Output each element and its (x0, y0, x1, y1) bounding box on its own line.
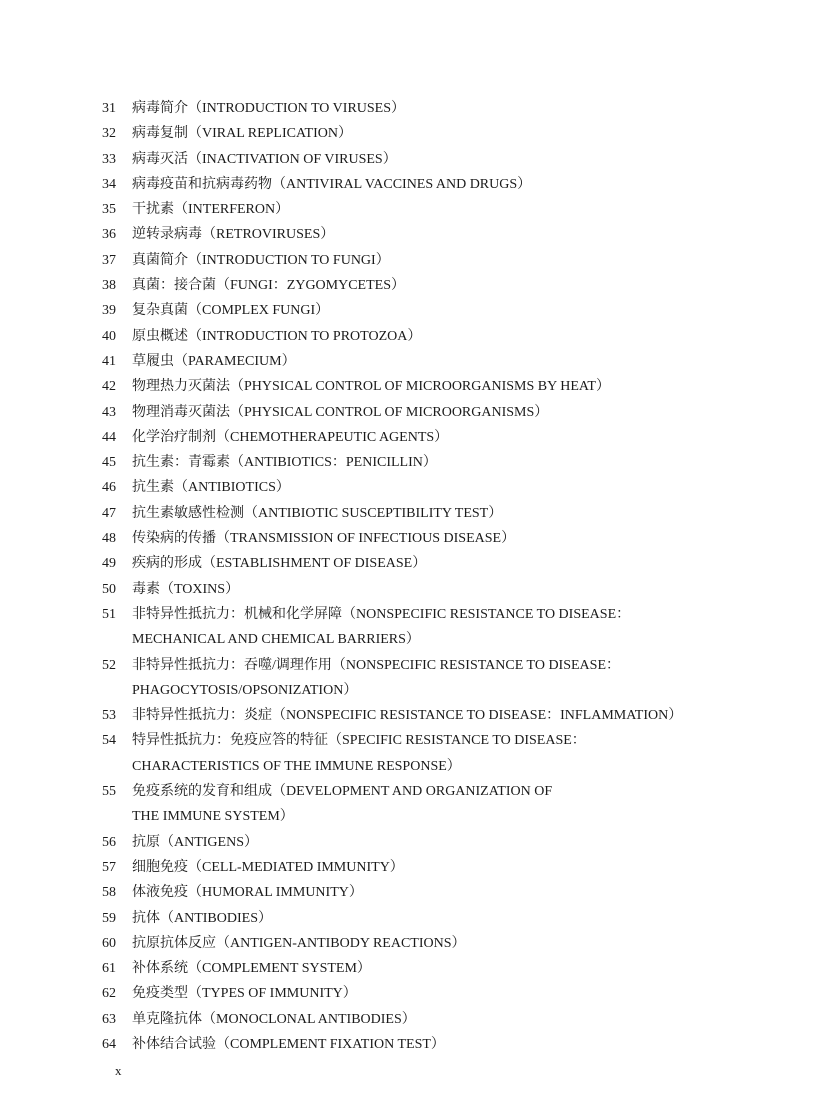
toc-entry-title: 疾病的形成（ESTABLISHMENT OF DISEASE） (132, 556, 427, 572)
toc-entry-number: 35 (102, 202, 116, 218)
toc-entry (102, 349, 802, 374)
toc-entry-title: 体液免疫（HUMORAL IMMUNITY） (132, 885, 363, 901)
toc-entry-title: 非特异性抵抗力：机械和化学屏障（NONSPECIFIC RESISTANCE TO DISEASE： (132, 606, 631, 622)
page-number: x (115, 1063, 122, 1078)
toc-entry-number: 40 (102, 328, 116, 344)
toc-entry-title: 复杂真菌（COMPLEX FUNGI） (132, 303, 330, 319)
toc-entry-number: 57 (102, 859, 116, 875)
toc-entry-title: 抗生素（ANTIBIOTICS） (132, 480, 290, 496)
toc-entry-number: 61 (102, 961, 116, 977)
toc-entry-number: 42 (102, 379, 116, 395)
toc-entry (102, 501, 802, 526)
toc-entry (102, 981, 802, 1006)
toc-entry-title: PHAGOCYTOSIS/OPSONIZATION） (132, 682, 358, 698)
toc-entry-title: THE IMMUNE SYSTEM） (132, 809, 294, 825)
toc-entry (102, 526, 802, 551)
toc-entry (102, 374, 802, 399)
toc-entry-number (102, 627, 132, 652)
toc-entry-title: MECHANICAL AND CHEMICAL BARRIERS） (132, 632, 420, 648)
toc-entry (102, 931, 802, 956)
toc-entry (102, 400, 802, 425)
toc-entry-title: 化学治疗制剂（CHEMOTHERAPEUTIC AGENTS） (132, 429, 449, 445)
toc-entry-title: 物理消毒灭菌法（PHYSICAL CONTROL OF MICROORGANISMS） (132, 404, 549, 420)
toc-entry-number: 41 (102, 353, 116, 369)
table-of-contents (102, 96, 802, 1057)
toc-entry (102, 222, 802, 247)
toc-entry-title: 抗生素敏感性检测（ANTIBIOTIC SUSCEPTIBILITY TEST） (132, 505, 503, 521)
toc-entry-title: 细胞免疫（CELL-MEDIATED IMMUNITY） (132, 859, 404, 875)
toc-entry (102, 450, 802, 475)
toc-entry-title: 补体结合试验（COMPLEMENT FIXATION TEST） (132, 1036, 445, 1052)
toc-entry-number: 32 (102, 126, 116, 142)
toc-entry-number: 63 (102, 1011, 116, 1027)
toc-entry-number: 37 (102, 252, 116, 268)
toc-entry-number: 43 (102, 404, 116, 420)
toc-entry (102, 121, 802, 146)
toc-entry-number: 48 (102, 531, 116, 547)
toc-entry-number (102, 804, 132, 829)
toc-entry-title: 特异性抵抗力：免疫应答的特征（SPECIFIC RESISTANCE TO DISEASE： (132, 733, 586, 749)
toc-entry (102, 147, 802, 172)
toc-entry-title: 草履虫（PARAMECIUM） (132, 353, 296, 369)
toc-entry-number: 54 (102, 733, 116, 749)
toc-entry-title: 单克隆抗体（MONOCLONAL ANTIBODIES） (132, 1011, 416, 1027)
toc-entry (102, 551, 802, 576)
toc-entry-title: 物理热力灭菌法（PHYSICAL CONTROL OF MICROORGANISMS BY HEAT） (132, 379, 610, 395)
toc-entry (102, 779, 802, 804)
toc-entry-title: 病毒灭活（INACTIVATION OF VIRUSES） (132, 151, 397, 167)
toc-entry-title: 干扰素（INTERFERON） (132, 202, 290, 218)
toc-entry (102, 906, 802, 931)
toc-entry (102, 324, 802, 349)
toc-entry-title: 抗原（ANTIGENS） (132, 834, 258, 850)
toc-entry-number: 44 (102, 429, 116, 445)
toc-entry (102, 475, 802, 500)
toc-entry-number: 36 (102, 227, 116, 243)
toc-entry (102, 830, 802, 855)
toc-entry-title: 原虫概述（INTRODUCTION TO PROTOZOA） (132, 328, 422, 344)
toc-entry-continuation (102, 627, 802, 652)
toc-entry-number: 64 (102, 1036, 116, 1052)
toc-entry-number: 33 (102, 151, 116, 167)
toc-entry-number: 45 (102, 455, 116, 471)
toc-entry-number: 58 (102, 885, 116, 901)
toc-entry-title: 免疫类型（TYPES OF IMMUNITY） (132, 986, 357, 1002)
toc-entry-title: 逆转录病毒（RETROVIRUSES） (132, 227, 335, 243)
toc-entry-number: 39 (102, 303, 116, 319)
toc-entry-title: 抗生素：青霉素（ANTIBIOTICS：PENICILLIN） (132, 455, 437, 471)
toc-entry-title: 抗原抗体反应（ANTIGEN-ANTIBODY REACTIONS） (132, 935, 466, 951)
toc-entry-continuation (102, 754, 802, 779)
toc-entry-number: 59 (102, 910, 116, 926)
toc-entry-number (102, 754, 132, 779)
toc-entry (102, 956, 802, 981)
toc-entry-title: 真菌：接合菌（FUNGI：ZYGOMYCETES） (132, 278, 405, 294)
toc-entry (102, 298, 802, 323)
toc-entry (102, 248, 802, 273)
toc-entry-title: 非特异性抵抗力：炎症（NONSPECIFIC RESISTANCE TO DISEASE：INFLAMMATION） (132, 708, 683, 724)
toc-entry-number: 60 (102, 935, 116, 951)
toc-entry-title: CHARACTERISTICS OF THE IMMUNE RESPONSE） (132, 758, 461, 774)
toc-entry (102, 880, 802, 905)
toc-entry-title: 毒素（TOXINS） (132, 581, 240, 597)
toc-entry-number: 38 (102, 278, 116, 294)
toc-entry (102, 1032, 802, 1057)
toc-entry (102, 273, 802, 298)
toc-entry-number: 51 (102, 606, 116, 622)
toc-entry-title: 抗体（ANTIBODIES） (132, 910, 272, 926)
toc-entry (102, 855, 802, 880)
toc-entry-number (102, 678, 132, 703)
toc-entry-title: 补体系统（COMPLEMENT SYSTEM） (132, 961, 371, 977)
toc-entry-continuation (102, 678, 802, 703)
toc-entry (102, 197, 802, 222)
toc-entry-title: 病毒复制（VIRAL REPLICATION） (132, 126, 352, 142)
toc-entry-number: 49 (102, 556, 116, 572)
toc-entry-number: 31 (102, 101, 116, 116)
toc-entry (102, 425, 802, 450)
toc-entry (102, 172, 802, 197)
toc-entry (102, 1007, 802, 1032)
toc-entry-number: 34 (102, 176, 116, 192)
toc-entry (102, 728, 802, 753)
toc-entry-number: 62 (102, 986, 116, 1002)
toc-entry-title: 非特异性抵抗力：吞噬/调理作用（NONSPECIFIC RESISTANCE TO DISEASE： (132, 657, 621, 673)
toc-entry-continuation (102, 804, 802, 829)
toc-entry (102, 602, 802, 627)
toc-entry-number: 55 (102, 784, 116, 800)
toc-entry (102, 703, 802, 728)
toc-entry (102, 96, 802, 121)
toc-entry (102, 577, 802, 602)
toc-entry-number: 52 (102, 657, 116, 673)
toc-entry-title: 病毒简介（INTRODUCTION TO VIRUSES） (132, 101, 406, 116)
toc-entry-title: 病毒疫苗和抗病毒药物（ANTIVIRAL VACCINES AND DRUGS） (132, 176, 532, 192)
toc-entry (102, 653, 802, 678)
toc-entry-title: 真菌简介（INTRODUCTION TO FUNGI） (132, 252, 390, 268)
toc-entry-number: 53 (102, 708, 116, 724)
toc-entry-number: 56 (102, 834, 116, 850)
toc-entry-number: 47 (102, 505, 116, 521)
toc-entry-title: 免疫系统的发育和组成（DEVELOPMENT AND ORGANIZATION OF (132, 784, 553, 800)
toc-entry-number: 50 (102, 581, 116, 597)
toc-entry-title: 传染病的传播（TRANSMISSION OF INFECTIOUS DISEASE） (132, 531, 516, 547)
toc-entry-number: 46 (102, 480, 116, 496)
